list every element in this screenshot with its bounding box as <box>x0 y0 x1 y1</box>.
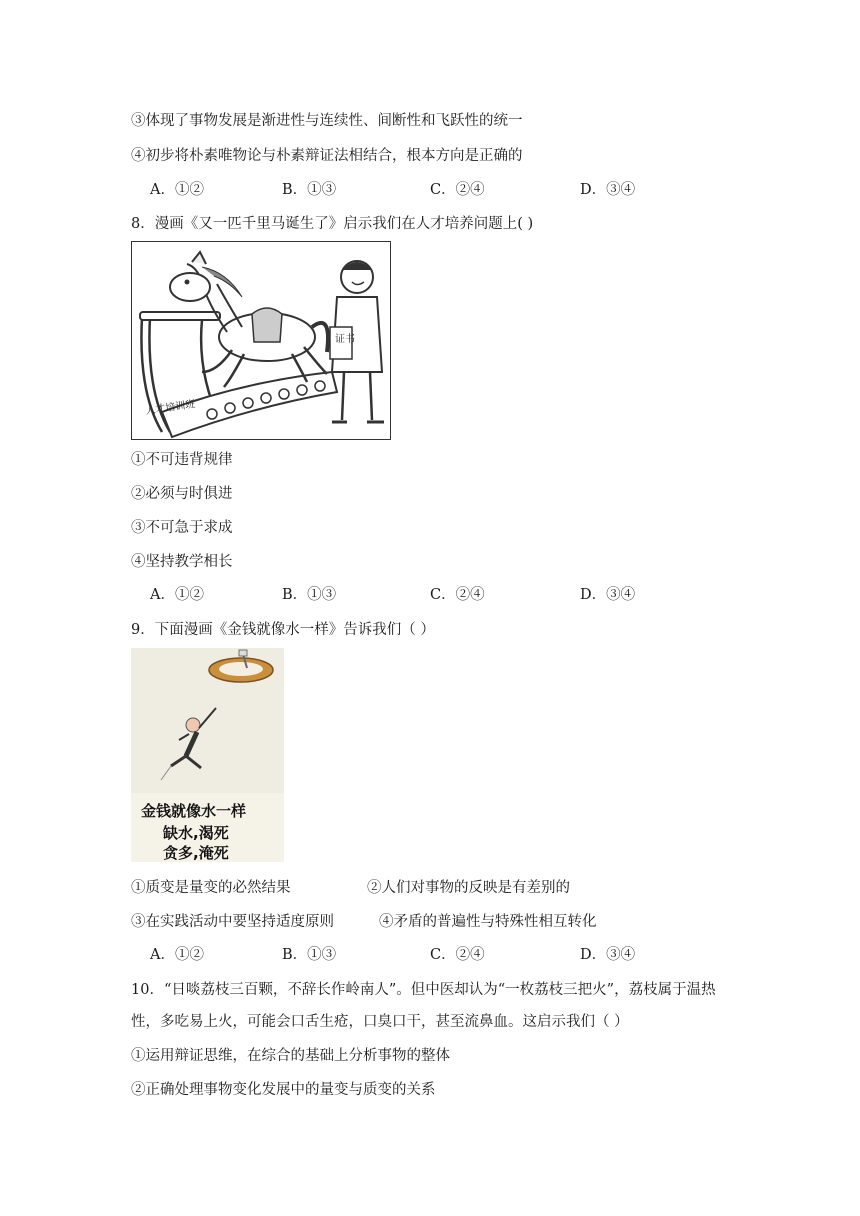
q9-item-4: ④矛盾的普遍性与特殊性相互转化 <box>379 914 597 930</box>
q9-item-1: ①质变是量变的必然结果 <box>131 880 291 896</box>
choice-a: A．①② <box>150 587 204 603</box>
choice-b: B．①③ <box>282 947 337 963</box>
q7-option-4: ④初步将朴素唯物论与朴素辩证法相结合，根本方向是正确的 <box>131 148 523 164</box>
choice-d: D．③④ <box>580 587 636 603</box>
q7-option-3: ③体现了事物发展是渐进性与连续性、间断性和飞跃性的统一 <box>131 113 523 129</box>
q8-item-3: ③不可急于求成 <box>131 520 233 536</box>
certificate-text: 证书 <box>335 334 355 345</box>
choice-c: C．②④ <box>430 182 485 198</box>
choice-c: C．②④ <box>430 947 485 963</box>
q10-item-2: ②正确处理事物变化发展中的量变与质变的关系 <box>131 1082 436 1098</box>
q8-item-2: ②必须与时俱进 <box>131 486 233 502</box>
choice-a: A．①② <box>150 182 204 198</box>
q9-item-3: ③在实践活动中要坚持适度原则 <box>131 914 334 930</box>
cartoon-horse-treadmill-illustration <box>132 242 390 439</box>
q8-item-4: ④坚持教学相长 <box>131 554 233 570</box>
q9-stem: 9．下面漫画《金钱就像水一样》告诉我们（ ） <box>131 622 435 638</box>
q8-stem: 8．漫画《又一匹千里马诞生了》启示我们在人才培养问题上( ) <box>131 216 534 232</box>
cartoon-horse-treadmill <box>131 241 391 440</box>
q8-item-1: ①不可违背规律 <box>131 452 233 468</box>
choice-d: D．③④ <box>580 182 636 198</box>
choice-a: A．①② <box>150 947 204 963</box>
choice-b: B．①③ <box>282 182 337 198</box>
choice-d: D．③④ <box>580 947 636 963</box>
choice-b: B．①③ <box>282 587 337 603</box>
cartoon-caption <box>141 802 246 862</box>
q10-item-1: ①运用辩证思维，在综合的基础上分析事物的整体 <box>131 1048 450 1064</box>
caption-line-3: 贪多,淹死 <box>163 844 229 862</box>
q10-stem-line-2: 性，多吃易上火，可能会口舌生疮，口臭口干，甚至流鼻血。这启示我们（ ） <box>131 1014 629 1030</box>
q10-stem-line-1: 10．“日啖荔枝三百颗，不辞长作岭南人”。但中医却认为“一枚荔枝三把火”，荔枝属于温热 <box>131 982 716 998</box>
banner-text: 人才培训班 <box>144 399 196 417</box>
caption-line-1: 金钱就像水一样 <box>141 802 247 820</box>
q9-item-2: ②人们对事物的反映是有差别的 <box>367 880 570 896</box>
cartoon-money-like-water <box>131 648 284 862</box>
cartoon-money-like-water-illustration <box>131 648 284 862</box>
caption-line-2: 缺水,渴死 <box>163 824 229 842</box>
choice-c: C．②④ <box>430 587 485 603</box>
